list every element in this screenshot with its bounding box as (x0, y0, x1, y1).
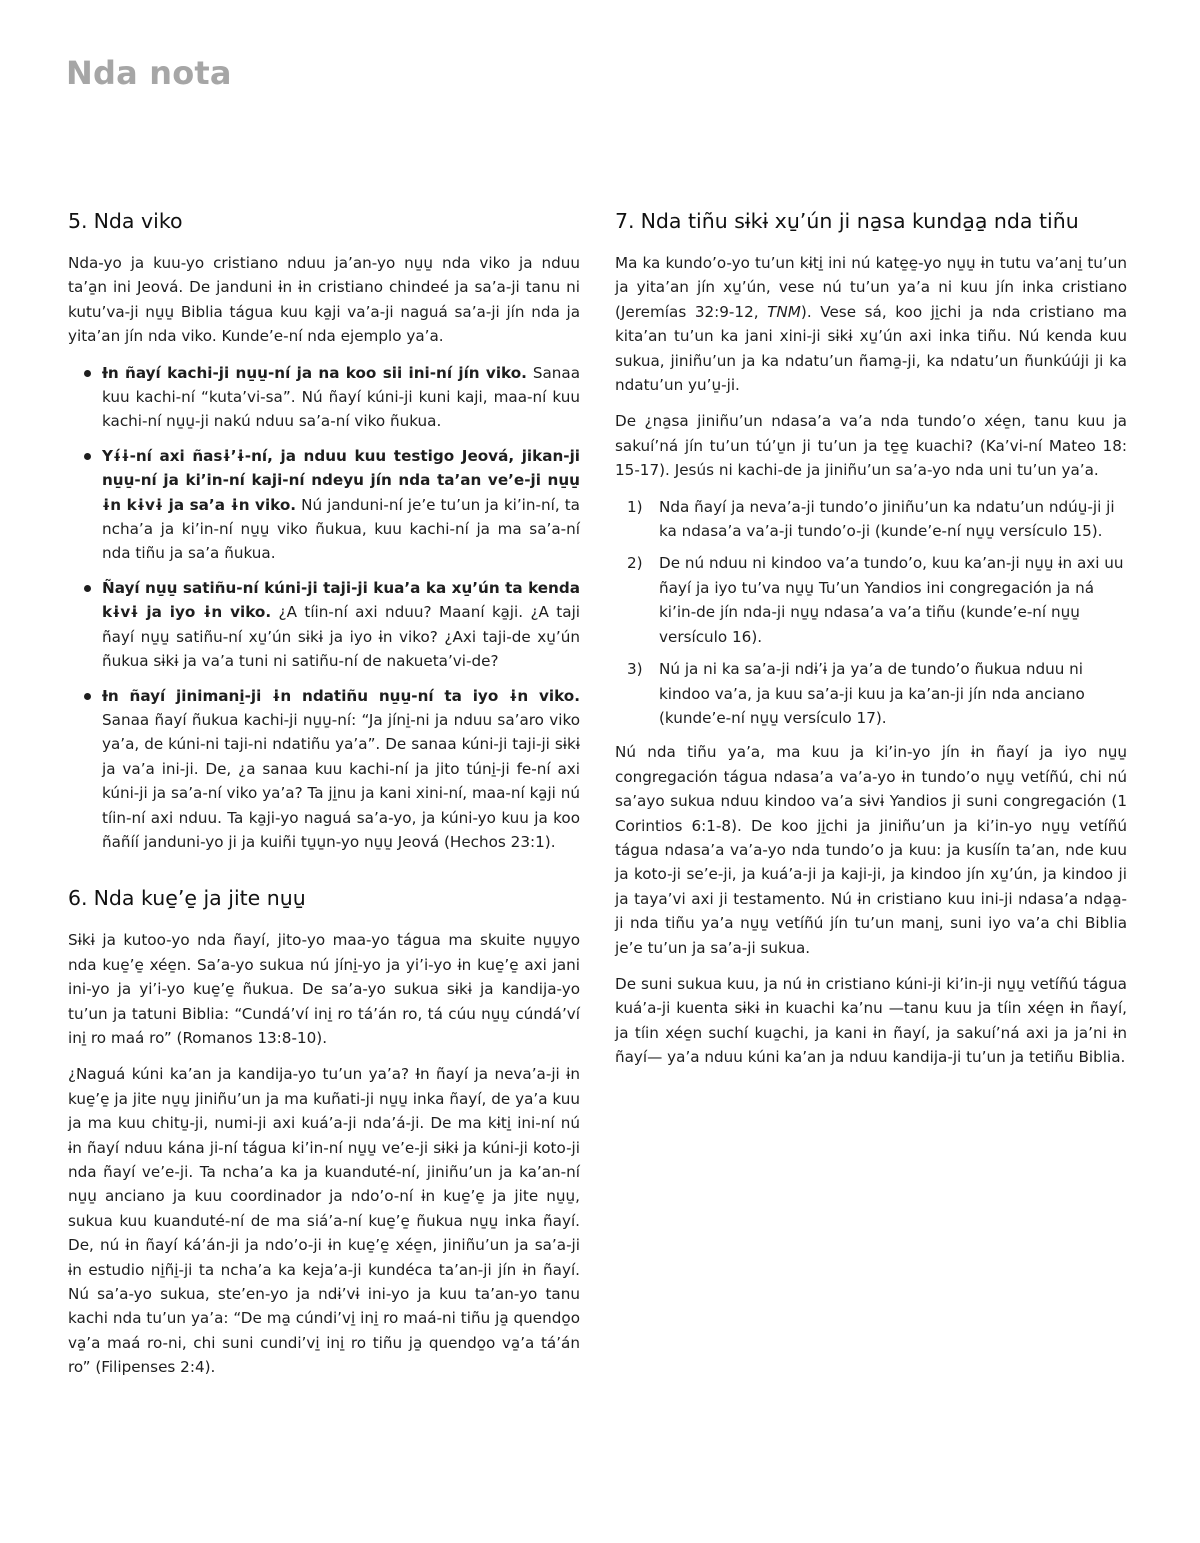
bullet-lead: Yɨ́ɨ-ní axi ñasɨ’ɨ-ní, ja nduu kuu testigo Jeová, jikan-ji nu̱u̱-ní ja ki’in-ní kaji-ní ndeyu jín nda ta’an ve’e-ji nu̱u̱ ɨn kɨvɨ ja sa’a ɨn viko. (102, 446, 580, 514)
step-item (615, 657, 1127, 730)
section-number: 6. (68, 886, 88, 911)
bullet-text: Sanaa ñayí ñukua kachi-ji nu̱u̱-ní: “Ja jíni̱-ni ja nduu sa’aro viko ya’a, de kúni-ni taji-ni ndatiñu ya’a”. De sanaa kúni-ji taji-ji sɨkɨ ja va’a ini-ji. De, ¿a sanaa kuu kachi-ní ja jito túni̱-ji fe-ní axi kúni-ji ja sa’a-ní viko ya’a? Ta ji̱nu ja kani xini-ní, maa-ní ka̱ji nú tíin-ní axi nduu. Ta ka̱ji-yo naguá sa’a-yo, ja kúni-yo kuu ja koo ñañíí janduni-yo ji ja kuiñi tu̱u̱n-yo nu̱u̱ Jeová (Hechos 23:1). (102, 710, 580, 851)
section-number: 7. (615, 209, 635, 233)
bullet-item (68, 361, 580, 434)
section-number: 5. (68, 209, 88, 233)
bullet-item (68, 684, 580, 855)
bullet-text: Sanaa kuu kachi-ní “kuta’vi-sa”. Nú ñayí kúni-ji kuni kaji, maa-ní kuu kachi-ní nu̱u̱-ji nakú nduu sa’a-ní viko ñukua. (102, 363, 581, 431)
section-title: Nda viko (93, 209, 183, 233)
bullet-text: ¿A tíin-ní axi nduu? Maaní ka̱ji. ¿A taji ñayí nu̱u̱ satiñu-ní xu̱’ún sɨkɨ ja iyo ɨn viko? ¿Axi taji-de xu̱’ún ñukua sɨkɨ ja va’a tuni ni satiñu-ní de nakueta’vi-de? (102, 603, 581, 671)
section-7-heading (615, 207, 1127, 235)
right-column (615, 207, 1127, 1082)
section-7-paragraph-2: De ¿na̱sa jiniñu’un ndasa’a va’a nda tundo’o xée̱n, tanu kuu ja sakuí’ná jín tu’un tú’u̱n ji tu’un ja te̱e̱ kuachi? (Ka’vi-ní Mateo 18: 15-17). Jesús ni kachi-de ja jiniñu’un sa’a-yo nda uni tu’un ya’a. (615, 412, 1127, 480)
section-6-heading (68, 884, 580, 912)
step-number: 2) (627, 554, 643, 573)
section-7-paragraph-3: Nú nda tiñu ya’a, ma kuu ja ki’in-yo jín ɨn ñayí ja iyo nu̱u̱ congregación tágua ndasa’a va’a-yo ɨn tundo’o nu̱u̱ vetíñú, chi nú sa’ayo sukua nduu kindoo va’a sɨvɨ Yandios ji suni congregación (1 Corintios 6:1-8). De koo ji̱chi ja jiniñu’un ja ki’in-yo nu̱u̱ vetíñú tágua ndasa’a va’a-yo nda tundo’o ja kuu: ja kusíín ta’an, nde kuu ja koto-ji se’e-ji, ja kuá’a-ji ja kaji-ji, ja kindoo jín xu̱’ún, ja kindoo ji ja taya’vi axi ji testamento. Nú ɨn cristiano kuu ini-ji ndasa’a nda̱a̱-ji nda tiñu ya’a nu̱u̱ vetíñú jín tu’un mani̱, suni iyo va’a chi Biblia je’e tu’un ja sa’a-ji sukua. (615, 743, 1127, 957)
section-7-steps (615, 495, 1127, 731)
section-5-bullet-list (68, 361, 580, 855)
section-5-heading (68, 207, 580, 235)
section-6-paragraph-1: Sɨkɨ ja kutoo-yo nda ñayí, jito-yo maa-yo tágua ma skuite nu̱u̱yo nda kue̱’e̱ xée̱n. Sa’a-yo sukua nú jíni̱-yo ja yi’i-yo ɨn kue̱’e̱ axi jani ini-yo ja yi’i-yo kue̱’e̱ ñukua. De sa’a-yo sukua sɨkɨ ja kandija-yo tu’un ja tatuni Biblia: “Cundá’ví ini̱ ro tá’án ro, tá cúu nu̱u̱ cúndá’ví ini̱ ro maá ro” (Romanos 13:8-10). (68, 931, 580, 1047)
step-number: 3) (627, 660, 643, 679)
bullet-item (68, 576, 580, 674)
bullet-lead: Ɨn ñayí jinimani̱-ji ɨn ndatiñu nu̱u̱-ní ta iyo ɨn viko. (102, 686, 580, 705)
bullet-lead: Ñayí nu̱u̱ satiñu-ní kúni-ji taji-ji kua’a ka xu̱’ún ta kenda kɨvɨ ja iyo ɨn viko. (102, 578, 580, 622)
section-title: Nda kue̱’e̱ ja jite nu̱u̱ (93, 886, 306, 911)
step-item (615, 551, 1127, 649)
section-title: Nda tiñu sɨkɨ xu̱’ún ji na̱sa kunda̱a̱ nda tiñu (640, 209, 1079, 233)
section-7-paragraph-1 (615, 251, 1127, 397)
step-text: Nda ñayí ja neva’a-ji tundo’o jiniñu’un ka ndatu’un ndúu̱-ji ji ka ndasa’a va’a-ji tundo’o-ji (kunde’e-ní nu̱u̱ versículo 15). (659, 497, 1115, 541)
section-6-paragraph-2: ¿Naguá kúni ka’an ja kandija-yo tu’un ya’a? Ɨn ñayí ja neva’a-ji ɨn kue̱’e̱ ja jite nu̱u̱ jiniñu’un ja ma kuñati-ji nu̱u̱ inka ñayí, de ya’a kuu ja ma kuu chitu̱-ji, numi-ji axi kuá’a-ji nda’á-ji. De ma kɨti̱ ini-ní nú ɨn ñayí nduu kána ji-ní tágua ki’in-ní nu̱u̱ ve’e-ji sɨkɨ ja kúni-ji koto-ji nda ñayí ve’e-ji. Ta ncha’a ka ja kuanduté-ní, jiniñu’un ja ka’an-ní nu̱u̱ anciano ja kuu coordinador ja ndo’o-ní ɨn kue̱’e̱ ja jite nu̱u̱, sukua kuu kuanduté-ní de ma siá’a-ní kue̱’e̱ ñukua nu̱u̱ inka ñayí. De, nú ɨn ñayí ká’án-ji ja ndo’o-ji ɨn kue̱’e̱ xée̱n, jiniñu’un ja sa’a-ji ɨn estudio ni̱ñi̱-ji ta ncha’a ka keja’a-ji kundéca ta’an-ji jín ɨn ñayí. Nú sa’a-yo sukua, ste’en-yo ja ndɨ’vɨ ini-yo ja kuu ta’an-yo tanu kachi nda tu’un ya’a: “De ma̱ cúndi’vi̱ ini̱ ro maá-ni tiñu ja̱ quendo̱o va̱’a maá ro-ni, chi suni cundi’vi̱ ini̱ ro tiñu ja̱ quendo̱o va̱’a tá’án ro” (Filipenses 2:4). (68, 1065, 580, 1377)
step-item (615, 495, 1127, 544)
paragraph-text: ). Vese sá, koo ji̱chi ja nda cristiano ma kita’an tu’un ka jani xini-ji sɨkɨ xu̱’ún axi inka tiñu. Nú kenda kuu sukua, jiniñu’un ja ka ndatu’un ñama̱-ji, ka ndatu’un ñunkúúji ji ka ndatu’un yu’u̱-ji. (615, 302, 1127, 395)
step-number: 1) (627, 497, 643, 516)
bullet-lead: Ɨn ñayí kachi-ji nu̱u̱-ní ja na koo sii ini-ní jín viko. (102, 363, 527, 382)
citation-abbrev: TNM (767, 302, 801, 321)
section-5-intro: Nda-yo ja kuu-yo cristiano nduu ja’an-yo nu̱u̱ nda viko ja nduu ta’a̱n ini Jeová. De janduni ɨn ɨn cristiano chindeé ja sa’a-ji tanu ni kutu’va-ji nu̱u̱ Biblia tágua kuu ka̱ji va’a-ji naguá sa’a-ji jín nda ja yita’an jín nda viko. Kunde’e-ní nda ejemplo ya’a. (68, 254, 580, 346)
section-7-paragraph-4: De suni sukua kuu, ja nú ɨn cristiano kúni-ji ki’in-ji nu̱u̱ vetíñú tágua kuá’a-ji kuenta sɨkɨ ɨn kuachi ka’nu —tanu kuu ja tíin xée̱n ɨn ñayí, ja tíin xée̱n suchí kua̱chi, ja kani ɨn ñayí, ja sakuí’ná axi ja ja’ni ɨn ñayí— ya’a nduu kúni ka’an ja nduu kandija-ji tu’un ja tetiñu Biblia. (615, 974, 1127, 1067)
page-header: Nda nota (66, 54, 232, 92)
step-text: Nú ja ni ka sa’a-ji ndɨ’ɨ ja ya’a de tundo’o ñukua nduu ni kindoo va’a, ja kuu sa’a-ji kuu ja ka’an-ji jín nda anciano (kunde’e-ní nu̱u̱ versículo 17). (659, 660, 1085, 727)
bullet-text: Nú janduni-ní je’e tu’un ja ki’in-ní, ta ncha’a ja ki’in-ní nu̱u̱ viko ñukua, kuu kachi-ní ja ma sa’a-ní nda tiñu ja sa’a ñukua. (102, 495, 580, 563)
left-column (68, 207, 580, 1392)
paragraph-text: Ma ka kundo’o-yo tu’un kɨti̱ ini nú kate̱e̱-yo nu̱u̱ ɨn tutu va’ani̱ tu’un ja yita’an jín xu̱’ún, vese nú tu’un ya’a ni kuu jín inka cristiano (Jeremías 32:9-12, (615, 254, 1127, 321)
step-text: De nú nduu ni kindoo va’a tundo’o, kuu ka’an-ji nu̱u̱ ɨn axi uu ñayí ja iyo tu’va nu̱u̱ Tu’un Yandios ini congregación ja ná ki’in-de jín nda-ji nu̱u̱ ndasa’a va’a tiñu (kunde’e-ní nu̱u̱ versículo 16). (659, 554, 1124, 646)
bullet-item (68, 444, 580, 566)
